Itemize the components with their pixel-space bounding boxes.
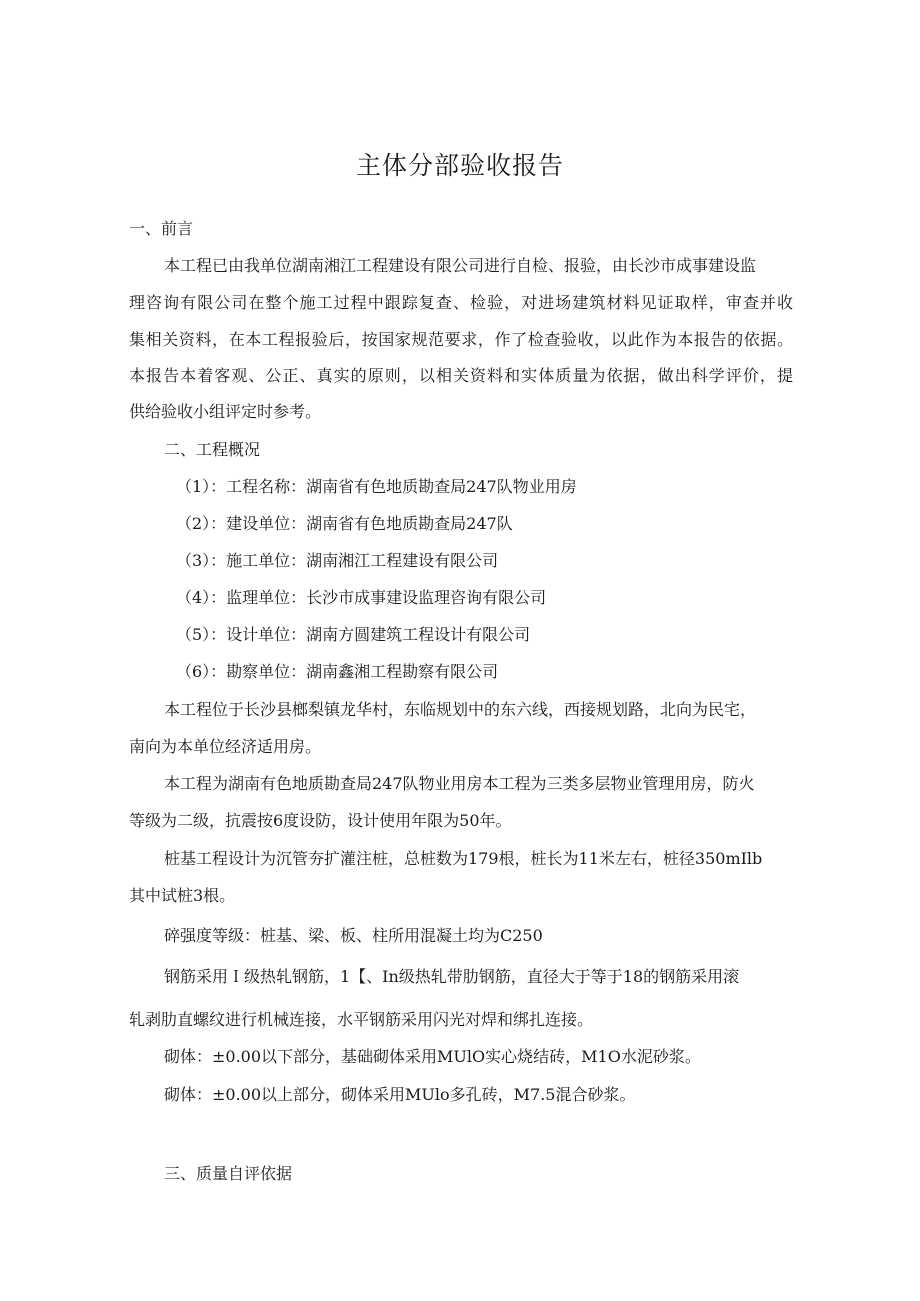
overview-item: （4）：监理单位：长沙市成事建设监理咨询有限公司 (176, 588, 547, 607)
rebar-line: 轧剥肋直螺纹进行机械连接，水平钢筋采用闪光对焊和绑扎连接。 (129, 1010, 594, 1029)
masonry-below-line: 砌体：±0.00以下部分，基础砌体采用MUlO实心烧结砖，M1O水泥砂浆。 (164, 1047, 701, 1066)
class-line: 等级为二级，抗震按6度设防，设计使用年限为50年。 (129, 811, 512, 830)
location-line: 南向为本单位经济适用房。 (129, 737, 322, 756)
preface-line: 供给验收小组评定时参考。 (129, 402, 322, 421)
overview-item: （3）：施工单位：湖南湘江工程建设有限公司 (176, 551, 499, 570)
rebar-line: 钢筋采用Ｉ级热轧钢筋，1【、In级热轧带肋钢筋，直径大于等于18的钢筋采用滚 (164, 967, 740, 986)
preface-line: 本报告本着客观、公正、真实的原则，以相关资料和实体质量为依据，做出科学评价，提 (129, 366, 793, 385)
class-line: 本工程为湖南有色地质勘查局247队物业用房本工程为三类多层物业管理用房，防火 (164, 774, 755, 793)
section-heading-overview: 二、工程概况 (164, 440, 261, 459)
preface-line: 理咨询有限公司在整个施工过程中跟踪复查、检验，对进场建筑材料见证取样，审查并收 (129, 293, 793, 312)
concrete-line: 碎强度等级：桩基、梁、板、柱所用混凝土均为C250 (164, 926, 543, 945)
overview-item: （6）：勘察单位：湖南鑫湘工程勘察有限公司 (176, 662, 499, 681)
location-line: 本工程位于长沙县榔梨镇龙华村，东临规划中的东六线，西接规划路，北向为民宅， (164, 700, 757, 719)
preface-line: 集相关资料，在本工程报验后，按国家规范要求，作了检查验收，以此作为本报告的依据。 (129, 330, 793, 349)
section-heading-preface: 一、前言 (129, 219, 194, 238)
overview-item: （1）：工程名称：湖南省有色地质勘查局247队物业用房 (176, 477, 577, 496)
overview-item: （2）：建设单位：湖南省有色地质勘查局247队 (176, 514, 513, 533)
overview-item: （5）：设计单位：湖南方圆建筑工程设计有限公司 (176, 625, 531, 644)
masonry-above-line: 砌体：±0.00以上部分，砌体采用MUlo多孔砖，M7.5混合砂浆。 (164, 1085, 636, 1104)
section-heading-quality: 三、质量自评依据 (164, 1164, 293, 1183)
page-title: 主体分部验收报告 (355, 151, 564, 180)
preface-line: 本工程已由我单位湖南湘江工程建设有限公司进行自检、报验，由长沙市成事建设监 (164, 256, 757, 275)
pile-line: 桩基工程设计为沉管夯扩灌注桩，总桩数为179根，桩长为11米左右，桩径350mIlb (164, 849, 763, 868)
pile-line: 其中试桩3根。 (129, 886, 236, 905)
